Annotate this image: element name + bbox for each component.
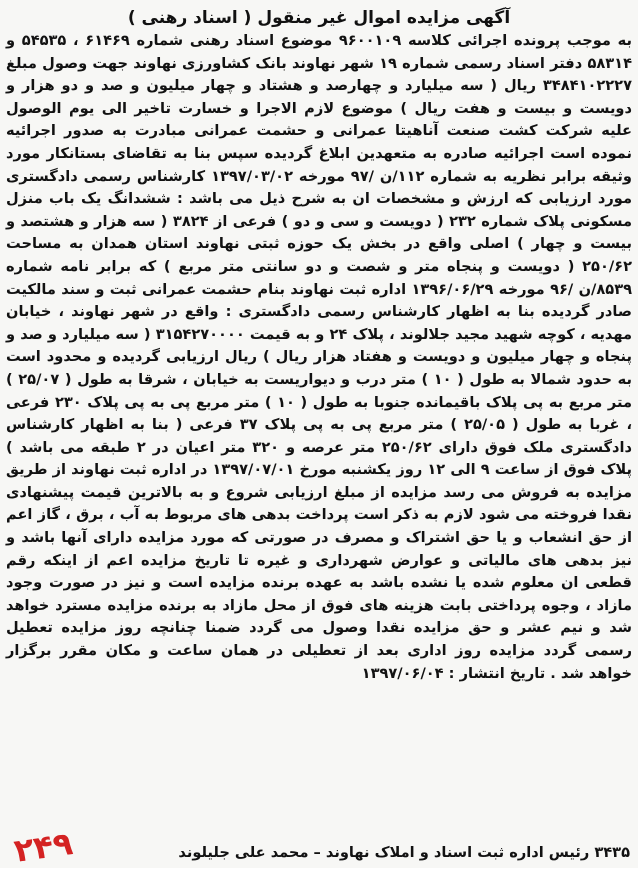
notice-footer xyxy=(8,824,630,870)
notice-body: به موجب پرونده اجرائی کلاسه ۹۶۰۰۱۰۹ موضوع اسناد رهنی شماره ۶۱۴۶۹ ، ۵۴۵۳۵ و ۵۸۳۱۴ دفتر اسناد رسمی شماره ۱۹ شهر نهاوند بانک کشاورزی نهاوند جهت وصول مبلغ ۳۴۸۴۱۰۲۲۲۷ ریال ( سه میلیارد و چهارصد و هشتاد و چهار میلیون و صد و دو هزار و دویست و بیست و هفت ریال ) موضوع لازم الاجرا و خسارت تاخیر الی یوم الوصول علیه شرکت کشت صنعت آناهیتا عمرانی و حشمت عمرانی مبادرت به صدور اجرائیه نموده است اجرائیه صادره به متعهدین ابلاغ گردیده سپس بنا به تقاضای بستانکار مورد وثیقه برابر نظریه به شماره ۱۱۲/ن /۹۷ مورخه ۱۳۹۷/۰۳/۰۲ کارشناس رسمی دادگستری مورد ارزیابی که ارزش و مشخصات ان به شرح ذیل می باشد : ششدانگ یک باب منزل مسکونی پلاک شماره ۲۳۲ ( دویست و سی و دو ) فرعی از ۳۸۲۴ ( سه هزار و هشتصد و بیست و چهار ) اصلی واقع در بخش یک حوزه ثبتی نهاوند استان همدان به مساحت ۲۵۰/۶۲ ( دویست و پنجاه متر و شصت و دو سانتی متر مربع ) که برابر نامه شماره ۸۵۳۹/ن /۹۶ مورخه ۱۳۹۶/۰۶/۲۹ اداره ثبت نهاوند بنام حشمت عمرانی ثبت و سند مالکیت صادر گردیده بنا به اظهار کارشناس رسمی دادگستری : واقع در شهر نهاوند ، خیابان مهدیه ، کوچه شهید مجید جلالوند ، پلاک ۲۴ و به قیمت ۳۱۵۴۲۷۰۰۰۰ ( سه میلیارد و صد و پنجاه و چهار میلیون و دویست و هفتاد هزار ریال ) ریال ارزیابی گردیده و محدود است به حدود شمالا به طول ( ۱۰ ) متر درب و دیواریست به خیابان ، شرقا به طول ( ۲۵/۰۷ ) متر مربع به پی پلاک باقیمانده جنوبا به طول ( ۱۰ ) متر مربع پی به پی پلاک ۲۳۰ فرعی ، غربا به طول ( ۲۵/۰۵ ) متر مربع پی به پی پلاک ۳۷ فرعی ( بنا به اظهار کارشناس دادگستری ملک فوق دارای ۲۵۰/۶۲ متر عرصه و ۳۲۰ متر اعیان در ۲ طبقه می باشد ) پلاک فوق از ساعت ۹ الی ۱۲ روز یکشنبه مورخ ۱۳۹۷/۰۷/۰۱ در اداره ثبت نهاوند از طریق مزایده به فروش می رسد مزایده از مبلغ ارزیابی شروع و به بالاترین قیمت پیشنهادی نقدا فروخته می شود لازم به ذکر است پرداخت بدهی های مربوط به آب ، برق ، گاز اعم از حق انشعاب و یا حق اشتراک و مصرف در صورتی که مورد مزایده دارای آنها باشد و نیز بدهی های مالیاتی و عوارض شهرداری و غیره تا تاریخ مزایده اعم از اینکه رقم قطعی ان معلوم شده یا نشده باشد به عهده برنده مزایده است و نیز در صورت وجود مازاد ، وجوه پرداختی بابت هزینه های فوق از محل مازاد به برنده مزایده مسترد خواهد شد و نیم عشر و حق مزایده نقدا وصول می گردد ضمنا چنانچه روز مزایده تعطیل رسمی گردد مزایده روز اداری بعد از تعطیلی در همان ساعت و مکان مقرر برگزار خواهد شد . تاریخ انتشار : ۱۳۹۷/۰۶/۰۴ xyxy=(6,32,633,682)
handwritten-number-stamp: ۲۴۹ xyxy=(11,824,75,870)
notice-title: آگهی مزایده اموال غیر منقول ( اسناد رهنی ) xyxy=(127,8,511,28)
notice-signature: ۳۴۳۵ رئیس اداره ثبت اسناد و املاک نهاوند – محمد علی جلیلوند xyxy=(178,844,630,861)
